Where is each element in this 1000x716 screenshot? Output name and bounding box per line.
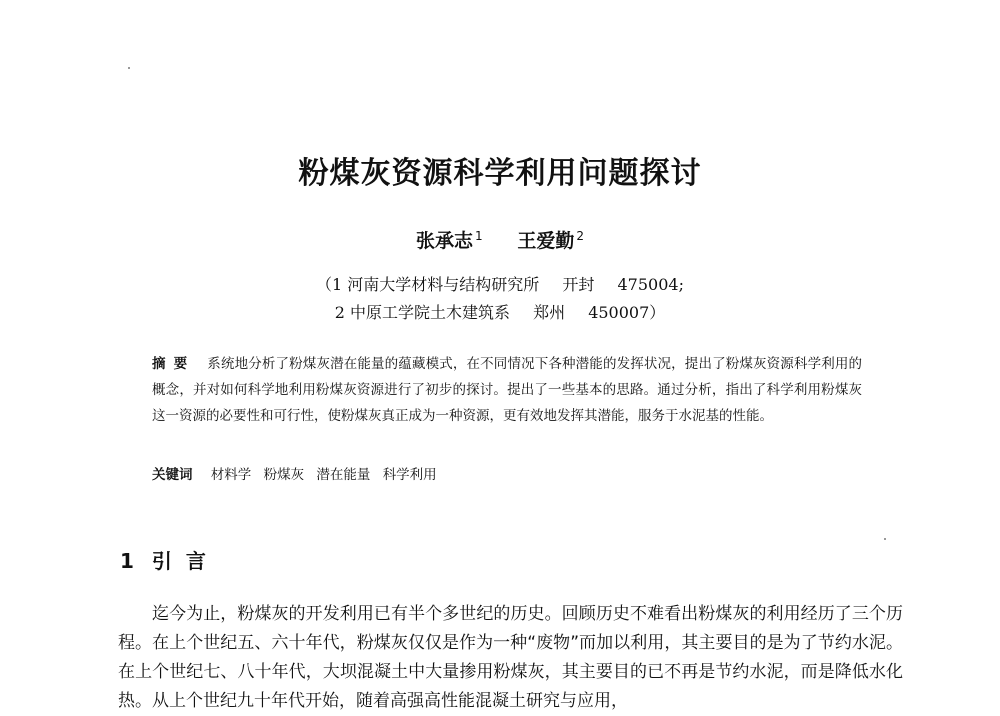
section-heading	[120, 545, 220, 574]
author	[416, 230, 483, 252]
author-affiliation-mark: 2	[576, 228, 584, 243]
abstract	[152, 351, 862, 429]
affiliation-institution: （1 河南大学材料与结构研究所	[316, 275, 540, 294]
scan-speck	[884, 538, 886, 540]
affiliation-line-2	[0, 300, 1000, 323]
author	[517, 230, 584, 252]
section-title: 引言	[151, 549, 220, 573]
author-affiliation-mark: 1	[475, 228, 483, 243]
keywords-label: 关键词	[152, 467, 193, 483]
affiliation-postcode: 475004;	[617, 275, 684, 294]
keyword: 粉煤灰	[263, 467, 305, 483]
affiliation-city: 郑州	[533, 303, 566, 322]
affiliation-line-1	[0, 272, 1000, 295]
scan-speck	[128, 67, 130, 69]
keywords	[152, 463, 445, 483]
author-name: 张承志	[416, 230, 474, 252]
author-list	[0, 226, 1000, 253]
abstract-text: 系统地分析了粉煤灰潜在能量的蕴藏模式，在不同情况下各种潜能的发挥状况，提出了粉煤灰资源科学利用的概念，并对如何科学地利用粉煤灰资源进行了初步的探讨。提出了一些基本的思路。通过分析，指出了科学利用粉煤灰这一资源的必要性和可行性，使粉煤灰真正成为一种资源，更有效地发挥其潜能，服务于水泥基的性能。	[152, 356, 863, 424]
abstract-label: 摘要	[152, 356, 196, 372]
affiliation-city: 开封	[562, 275, 595, 294]
author-name: 王爱勤	[517, 230, 575, 252]
section-number: 1	[120, 549, 134, 573]
keyword: 材料学	[210, 467, 252, 483]
keyword: 科学利用	[382, 467, 437, 483]
paper-title: 粉煤灰资源科学利用问题探讨	[298, 156, 702, 191]
affiliation-postcode: 450007）	[588, 303, 666, 322]
keyword: 潜在能量	[316, 467, 371, 483]
affiliation-institution: 2 中原工学院土木建筑系	[334, 303, 510, 322]
body-paragraph: 迄今为止，粉煤灰的开发利用已有半个多世纪的历史。回顾历史不难看出粉煤灰的利用经历了三个历程。在上个世纪五、六十年代，粉煤灰仅仅是作为一种“废物”而加以利用，其主要目的是为了节约水泥。在上个世纪七、八十年代，大坝混凝土中大量掺用粉煤灰，其主要目的已不再是节约水泥，而是降低水化热。从上个世纪九十年代开始，随着高强高性能混凝土研究与应用，	[118, 604, 903, 711]
